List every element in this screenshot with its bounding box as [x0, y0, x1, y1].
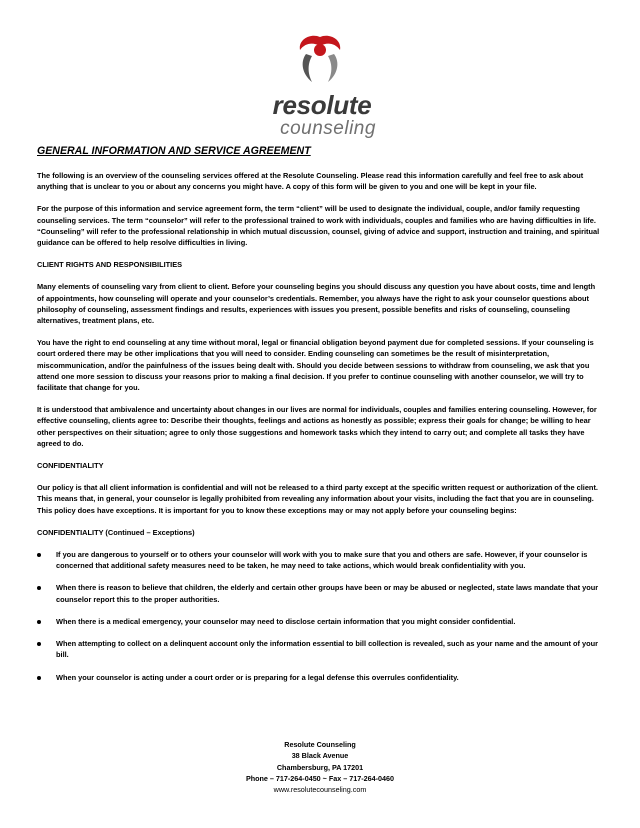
rights-heading: CLIENT RIGHTS AND RESPONSIBILITIES — [37, 260, 183, 270]
footer-city: Chambersburg, PA 17201 — [276, 762, 364, 772]
brand-tagline: counseling — [280, 118, 376, 139]
confidentiality-paragraph-1: Our policy is that all client information is confidential and will not be released to a third party except at the specific written request or authorization of the client. This means that, in general, your counselor is legally prohibited from revealing any information about your visits, including the fact that you are in counseling. — [37, 483, 598, 504]
brand-name: resolute — [272, 90, 372, 120]
exceptions-list — [37, 549, 603, 683]
footer-street: 38 Black Avenue — [291, 751, 349, 761]
bullet-icon — [37, 553, 41, 557]
exception-text: If you are dangerous to yourself or to others your counselor will work with you to make sure that you and others are safe. However, if your counselor is concerned that additional safety measures need to be taken, he may need to take actions, which would break confidentiality with you. — [56, 550, 588, 571]
footer-org: Resolute Counseling — [284, 740, 356, 749]
logo — [0, 34, 640, 142]
intro-paragraph: The following is an overview of the counseling services offered at the Resolute Counseling. Please read this information carefully and feel free to ask about anything that is unclear to you or about any concerns you might have. A copy of this form will be given to you and one will be kept in your file. — [37, 171, 584, 192]
list-item — [37, 582, 603, 604]
footer — [0, 739, 640, 795]
list-item — [37, 549, 603, 571]
confidentiality-heading: CONFIDENTIALITY — [37, 461, 104, 471]
list-item — [37, 616, 603, 627]
confidentiality-paragraph-2: This policy does have exceptions. It is important for you to know these exceptions may or may not apply before your counseling begins: — [37, 505, 517, 515]
footer-contact: Phone – 717-264-0450 ~ Fax – 717-264-0460 — [245, 773, 395, 783]
confidentiality-continued-heading: CONFIDENTIALITY (Continued – Exceptions) — [37, 527, 195, 537]
document-body — [37, 144, 603, 694]
exception-text: When attempting to collect on a delinquent account only the information essential to bill collection is revealed, such as your name and the amount of your bill. — [56, 639, 599, 660]
bullet-icon — [37, 676, 41, 680]
rights-paragraph-2: You have the right to end counseling at any time without moral, legal or financial obligation beyond payment due for completed sessions. If your counseling is court ordered there may be other implications that you will need to consider. Ending counseling can sometimes be the result of misinterpretation, miscommunication, and/or the painfulness of the issues being dealt with. Should you decide between sessions to withdraw from counseling, we ask that you attend one more session to discuss your reasons prior to making a final decision. If you prefer to continue counseling with another counselor, we will try to facilitate that change for you. — [37, 338, 594, 393]
exception-text: When there is reason to believe that children, the elderly and certain other groups have been or may be abused or neglected, state laws mandate that your counselor report this to the proper authorities. — [56, 583, 599, 604]
rights-paragraph-1: Many elements of counseling vary from client to client. Before your counseling begins you should discuss any question you have about costs, time and length of appointments, how counseling will operate and your counselor’s credentials. Remember, you always have the right to ask your counselor questions about philosophy of counseling, assessment findings and results, experiences with issues you present, possible benefits and risks of counseling, counseling alternatives, treatment plans, etc. — [37, 282, 596, 326]
list-item — [37, 672, 603, 683]
bullet-icon — [37, 620, 41, 624]
bullet-icon — [37, 642, 41, 646]
exception-text: When there is a medical emergency, your counselor may need to disclose certain information that you might consider confidential. — [56, 616, 516, 626]
document-title: GENERAL INFORMATION AND SERVICE AGREEMENT — [37, 145, 311, 157]
definitions-paragraph: For the purpose of this information and service agreement form, the term “client” will be used to designate the individual, couple, and/or family requesting counseling services. The term “counselor” will refer to the professional trained to work with individuals, couples and families who are having difficulties in life. “Counseling” will refer to the professional relationship in which mutual discussion, counsel, giving of advice and support, instruction and training, and spiritual guidance can be offered to help resolve difficulties in living. — [37, 204, 600, 248]
logo-mark-icon — [288, 34, 352, 90]
bullet-icon — [37, 586, 41, 590]
list-item — [37, 638, 603, 660]
rights-paragraph-3: It is understood that ambivalence and uncertainty about changes in our lives are normal for individuals, couples and families entering counseling. However, for effective counseling, clients agree to: Describe their thoughts, feelings and actions as honestly as possible; express their goals for change; be willing to hear other perspectives on their situation; agree to only those suggestions and homework tasks which they intend to carry out; and complete all tasks they have agreed to do. — [37, 405, 597, 448]
footer-url: www.resolutecounseling.com — [273, 785, 367, 795]
exception-text: When your counselor is acting under a court order or is preparing for a legal defense this overrules confidentiality. — [56, 672, 459, 682]
